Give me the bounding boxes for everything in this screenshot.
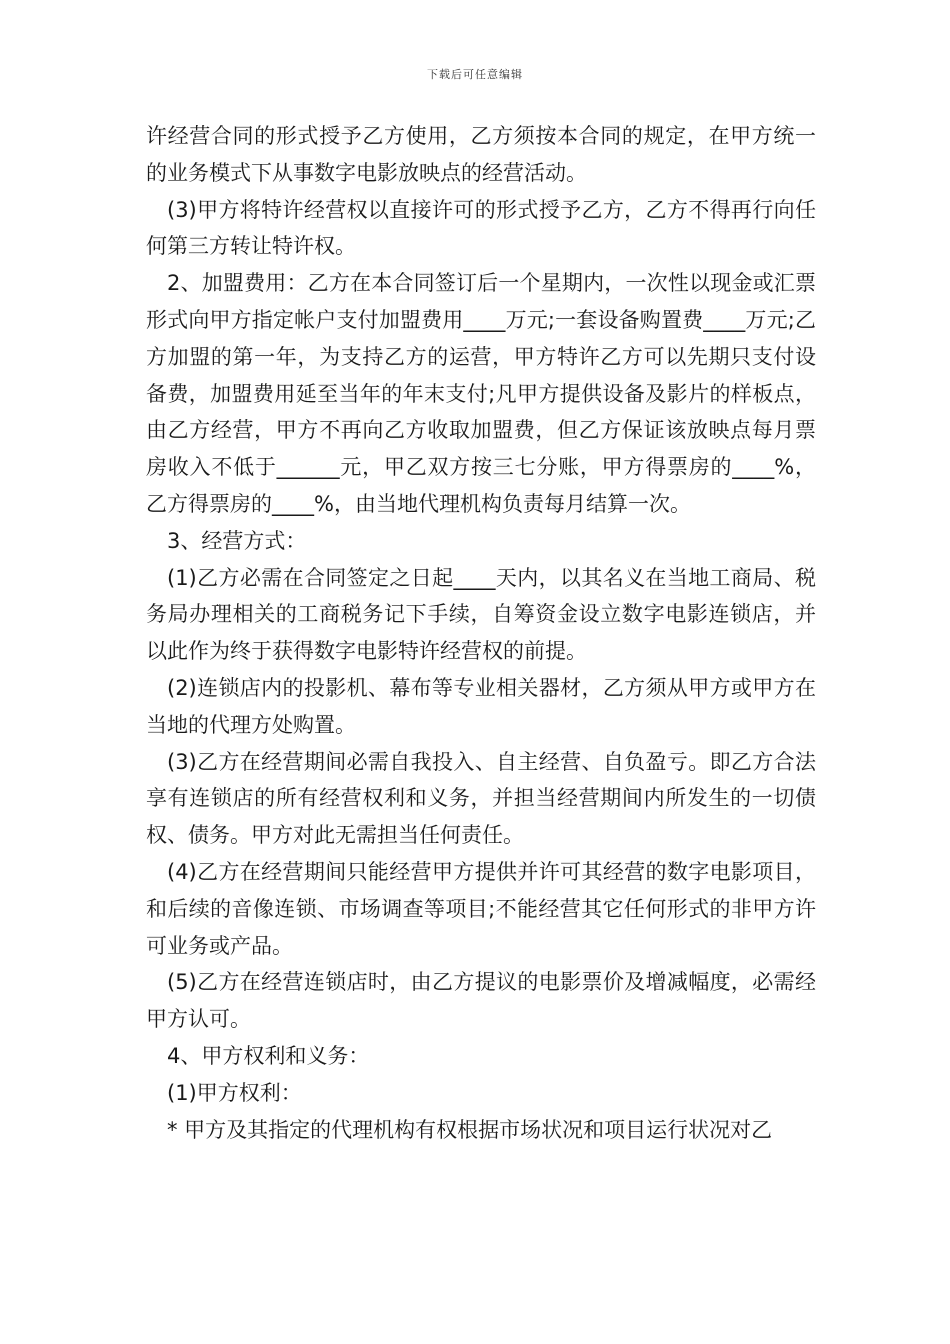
paragraph-clause-3-2: (2)连锁店内的投影机、幕布等专业相关器材，乙方须从甲方或甲方在当地的代理方处购置。 bbox=[146, 675, 816, 737]
paragraph-clause-4-heading: 4、甲方权利和义务： bbox=[167, 1043, 370, 1068]
paragraph-clause-3-heading: 3、经营方式： bbox=[167, 528, 307, 553]
document-body bbox=[146, 118, 816, 1148]
paragraph-clause-4-1: (1)甲方权利： bbox=[167, 1080, 302, 1105]
paragraph-continuation: 许经营合同的形式授予乙方使用，乙方须按本合同的规定，在甲方统一的业务模式下从事数字电影放映点的经营活动。 bbox=[146, 124, 816, 185]
paragraph-clause-3-3: (3)乙方在经营期间必需自我投入、自主经营、自负盈亏。即乙方合法享有连锁店的所有经营权利和义务，并担当经营期间内所发生的一切债权、债务。甲方对此无需担当任何责任。 bbox=[146, 749, 816, 848]
paragraph-clause-1-3: (3)甲方将特许经营权以直接许可的形式授予乙方，乙方不得再行向任何第三方转让特许权。 bbox=[146, 197, 816, 259]
paragraph-clause-4-1-bullet: * 甲方及其指定的代理机构有权根据市场状况和项目运行状况对乙 bbox=[167, 1117, 773, 1142]
paragraph-clause-2-fees: 2、加盟费用：乙方在本合同签订后一个星期内，一次性以现金或汇票形式向甲方指定帐户支付加盟费用____万元;一套设备购置费____万元;乙方加盟的第一年，为支持乙方的运营，甲方特许乙方可以先期只支付设备费，加盟费用延至当年的年末支付;凡甲方提供设备及影片的样板点，由乙方经营，甲方不再向乙方收取加盟费，但乙方保证该放映点每月票房收入不低于______元，甲乙双方按三七分账，甲方得票房的____%，乙方得票房的____%，由当地代理机构负责每月结算一次。 bbox=[146, 271, 816, 516]
paragraph-clause-3-5: (5)乙方在经营连锁店时，由乙方提议的电影票价及增减幅度，必需经甲方认可。 bbox=[146, 970, 816, 1032]
page-header: 下载后可任意编辑 bbox=[427, 68, 523, 81]
paragraph-clause-3-1: (1)乙方必需在合同签定之日起____天内，以其名义在当地工商局、税务局办理相关的工商税务记下手续，自筹资金设立数字电影连锁店，并以此作为终于获得数字电影特许经营权的前提。 bbox=[146, 565, 816, 664]
paragraph-clause-3-4: (4)乙方在经营期间只能经营甲方提供并许可其经营的数字电影项目，和后续的音像连锁、市场调查等项目;不能经营其它任何形式的非甲方许可业务或产品。 bbox=[146, 859, 816, 958]
